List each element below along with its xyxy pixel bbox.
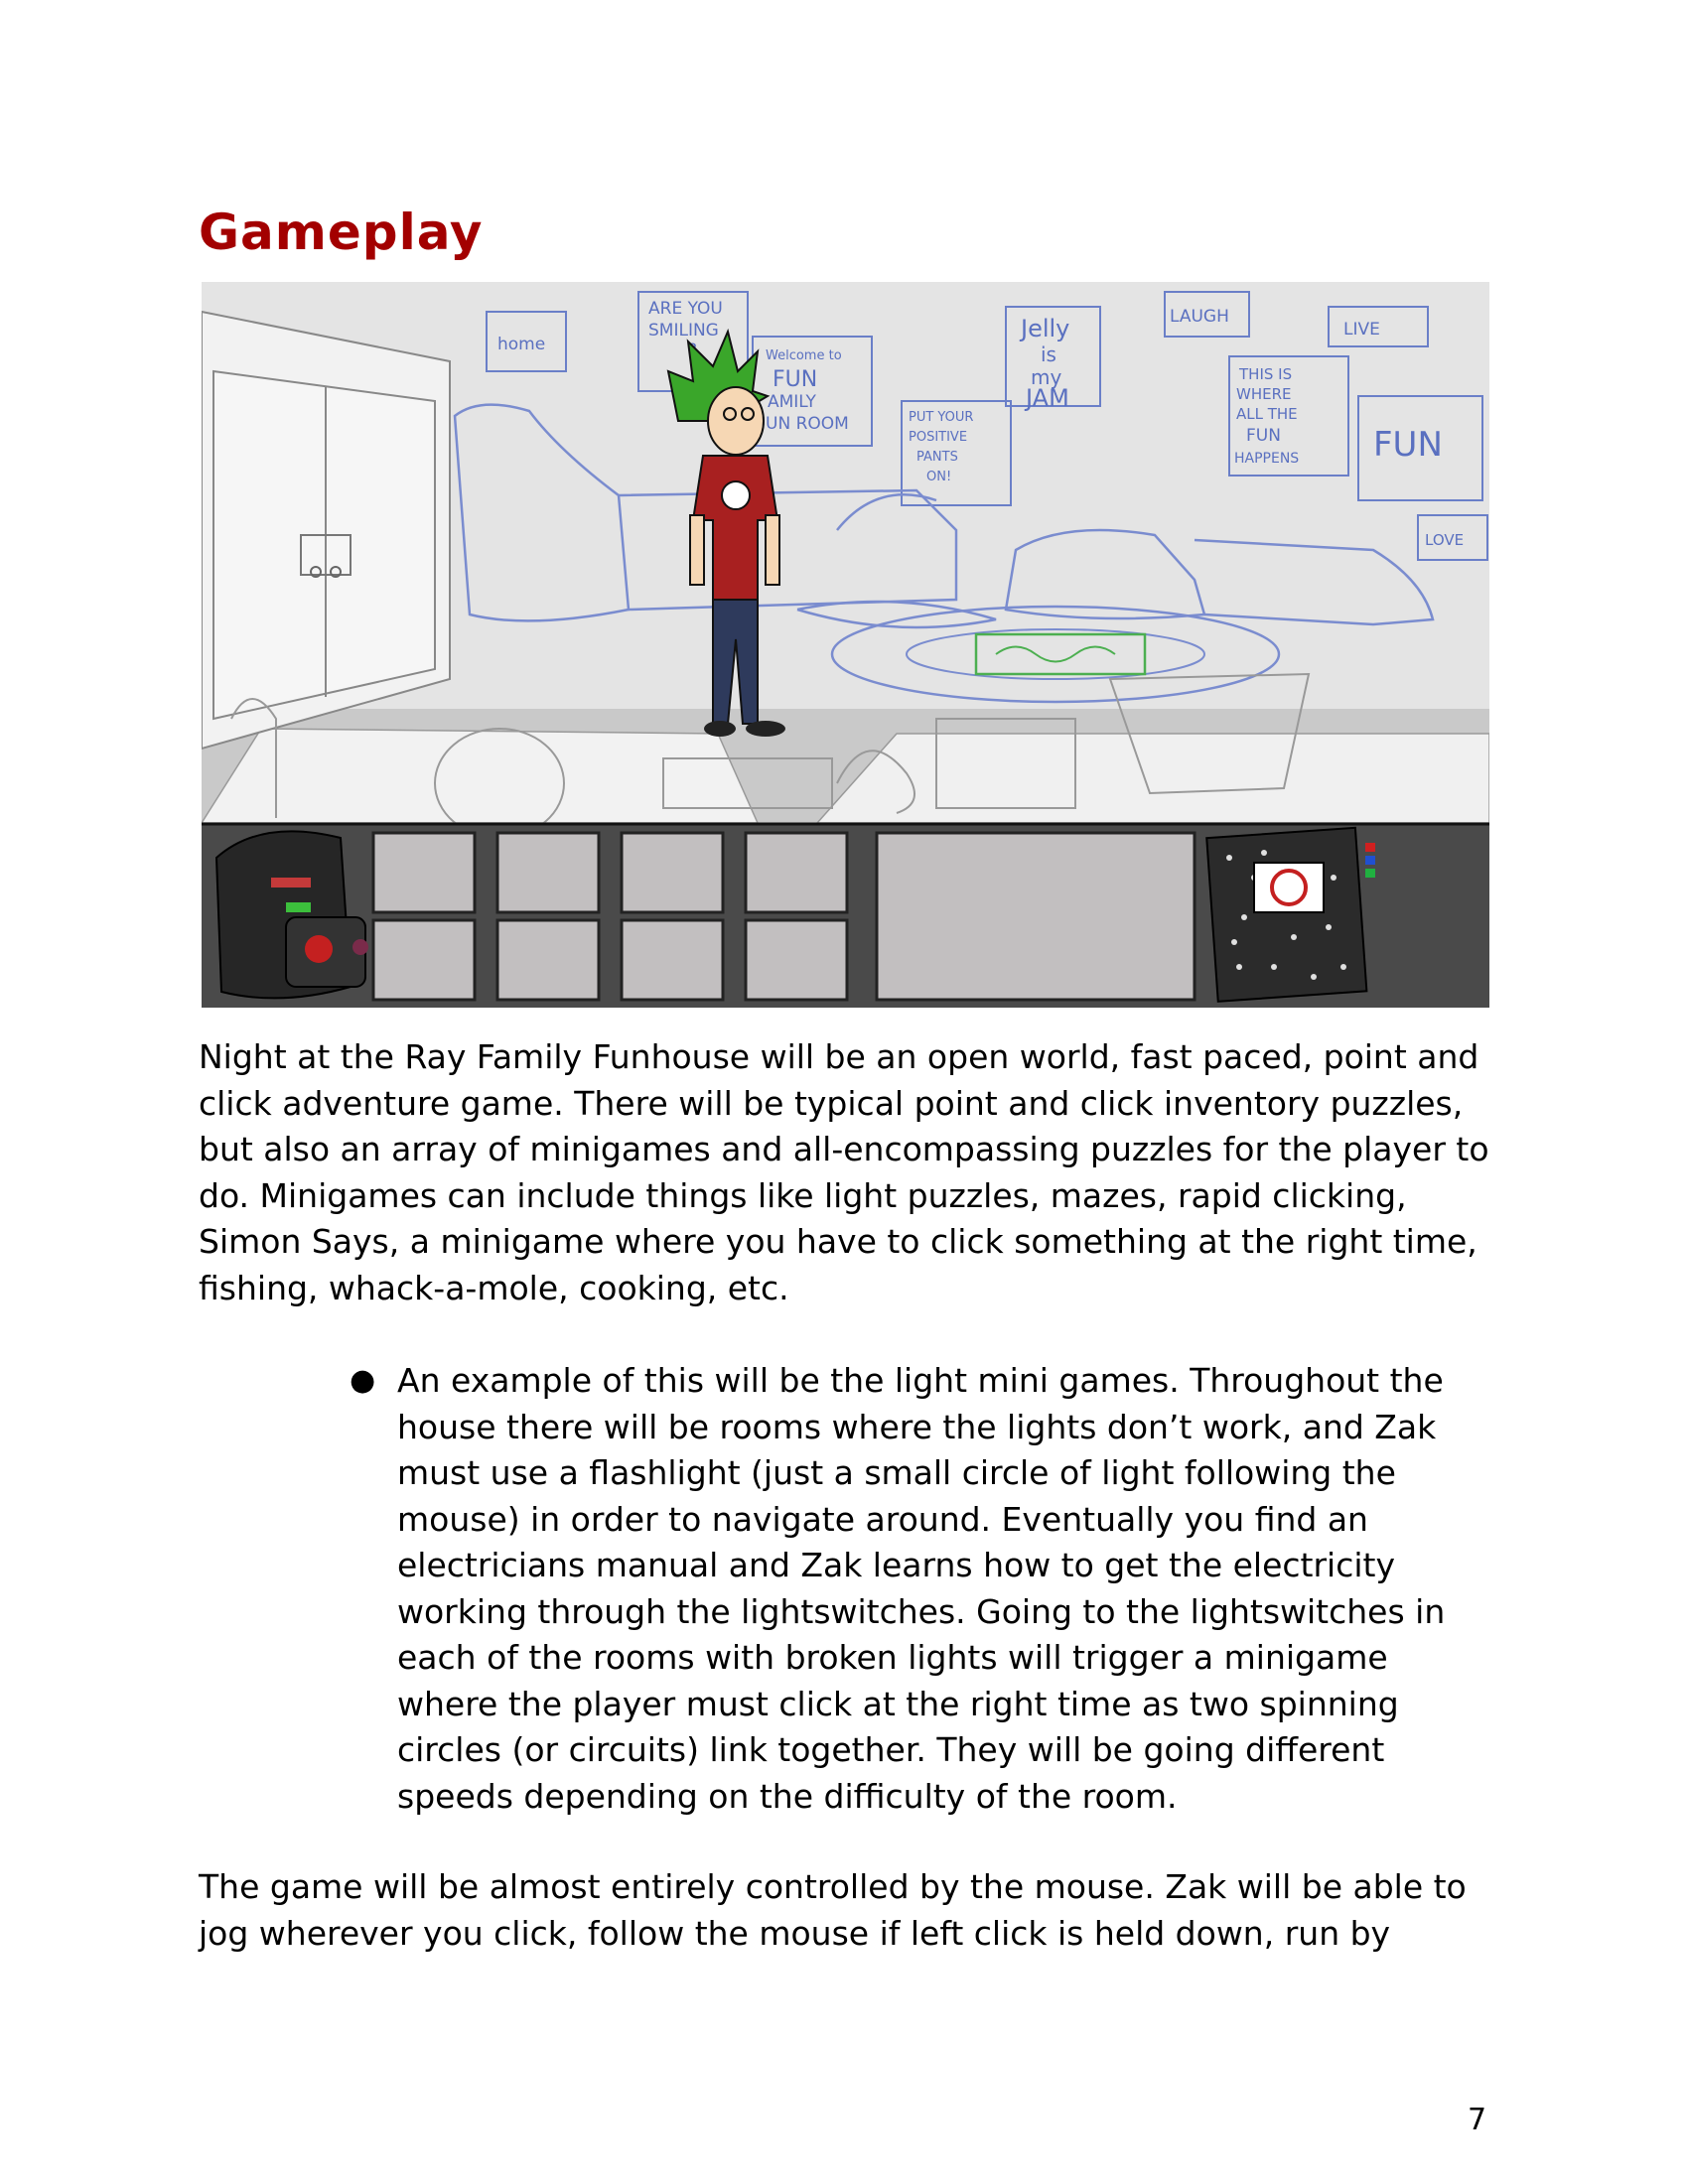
svg-text:PANTS: PANTS — [916, 450, 958, 465]
svg-text:FUN: FUN — [1246, 426, 1281, 446]
svg-text:WHERE: WHERE — [1236, 385, 1292, 403]
svg-text:FUN: FUN — [773, 367, 818, 392]
bullet-item-light-minigame: An example of this will be the light mini games. Throughout the house there will be rooms where the lights don’t work, and Zak must use a flashlight (just a small circle of light following the mouse) in order to navigate around. Eventually you find an electricians manual and Zak learns how to get the electricity working through the lightswitches. Going to the lightswitches in each of the rooms with broken lights will trigger a minigame where the player must click at the right time as two spinning circles (or circuits) link together. They will be going different speeds depending on the difficulty of the room. — [397, 1361, 1446, 1816]
svg-text:POSITIVE: POSITIVE — [909, 430, 968, 445]
svg-text:SMILING: SMILING — [648, 321, 719, 341]
svg-text:LAUGH: LAUGH — [1170, 307, 1229, 327]
svg-text:THIS IS: THIS IS — [1239, 365, 1293, 383]
svg-text:home: home — [497, 335, 546, 354]
svg-text:Jelly: Jelly — [1021, 315, 1070, 342]
svg-text:LOVE: LOVE — [1425, 531, 1465, 549]
svg-text:LIVE: LIVE — [1343, 320, 1380, 340]
svg-text:ALL THE: ALL THE — [1236, 405, 1298, 423]
svg-text:ON!: ON! — [926, 470, 952, 484]
svg-text:AMILY: AMILY — [768, 392, 816, 412]
controls-paragraph: The game will be almost entirely controlled by the mouse. Zak will be able to jog wherever you click, follow the mouse if left click is held down, run by — [199, 1867, 1467, 1953]
svg-text:PUT YOUR: PUT YOUR — [909, 410, 974, 425]
svg-text:Welcome to: Welcome to — [766, 348, 842, 363]
intro-paragraph: Night at the Ray Family Funhouse will be an open world, fast paced, point and click adventure game. There will be typical point and click inventory puzzles, but also an array of minigames and all-encompassing puzzles for the player to do. Minigames can include things like light puzzles, mazes, rapid clicking, Simon Says, a minigame where you have to click something at the right time, fishing, whack-a-mole, cooking, etc. — [199, 1037, 1489, 1307]
svg-text:HAPPENS: HAPPENS — [1234, 451, 1300, 467]
svg-text:UN ROOM: UN ROOM — [766, 414, 849, 434]
section-heading: Gameplay — [199, 204, 484, 261]
page-number: 7 — [1468, 2103, 1487, 2137]
svg-text:my: my — [1031, 365, 1062, 389]
svg-text:FUN: FUN — [1373, 425, 1443, 465]
svg-text:ARE YOU: ARE YOU — [648, 299, 723, 319]
game-screenshot — [202, 282, 1489, 1008]
svg-text:is: is — [1041, 342, 1056, 366]
bullet-marker: ● — [350, 1363, 376, 1398]
svg-text:JAM: JAM — [1026, 384, 1069, 412]
